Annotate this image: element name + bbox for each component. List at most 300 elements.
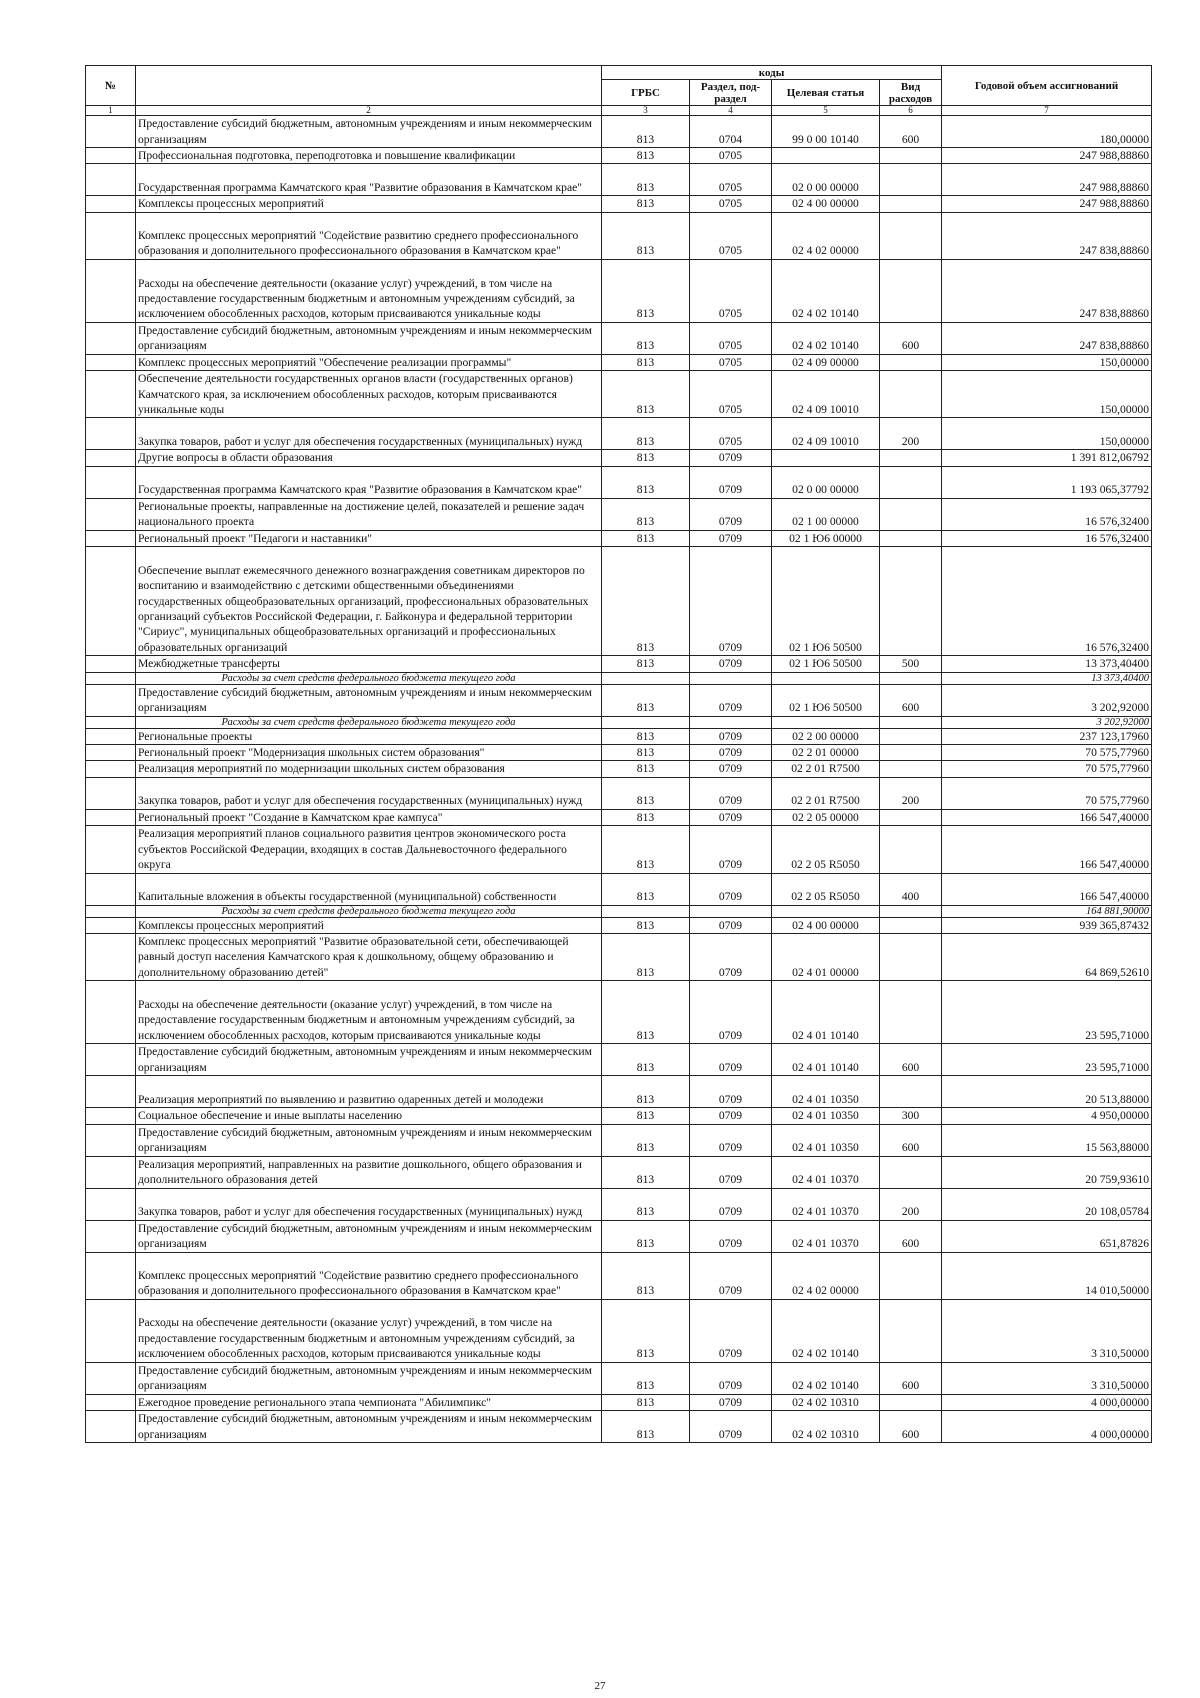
row-sum-cell: 20 108,05784 xyxy=(942,1188,1152,1220)
row-target-cell: 02 4 09 10010 xyxy=(772,371,880,418)
table-row xyxy=(86,212,1152,259)
row-number-cell xyxy=(86,547,136,656)
row-section-cell: 0709 xyxy=(690,761,772,777)
row-target-cell: 02 4 02 00000 xyxy=(772,212,880,259)
row-grbs-cell: 813 xyxy=(602,1362,690,1394)
row-number-cell xyxy=(86,148,136,164)
row-grbs-cell: 813 xyxy=(602,196,690,212)
row-sum-cell: 14 010,50000 xyxy=(942,1252,1152,1299)
row-name-cell: Расходы на обеспечение деятельности (оказание услуг) учреждений, в том числе на предоставление государственным бюджетным и автономным учреждениям субсидий, за исключением обособленных расходов, которым присваиваются уникальные коды xyxy=(136,259,602,322)
row-grbs-cell: 813 xyxy=(602,354,690,370)
row-number-cell xyxy=(86,1188,136,1220)
row-exp-type-cell xyxy=(880,371,942,418)
row-grbs-cell: 813 xyxy=(602,547,690,656)
table-body xyxy=(86,116,1152,1443)
row-number-cell xyxy=(86,656,136,672)
budget-table-sheet xyxy=(85,65,1151,1443)
table-row xyxy=(86,905,1152,917)
row-section-cell: 0709 xyxy=(690,777,772,809)
row-sum-cell: 13 373,40400 xyxy=(942,656,1152,672)
row-name-cell: Социальное обеспечение и иные выплаты населению xyxy=(136,1108,602,1124)
row-grbs-cell: 813 xyxy=(602,371,690,418)
row-number-cell xyxy=(86,873,136,905)
row-name-cell: Расходы за счет средств федерального бюджета текущего года xyxy=(136,716,602,728)
row-grbs-cell: 813 xyxy=(602,1220,690,1252)
index-cell: 1 xyxy=(86,106,136,116)
row-target-cell: 02 0 00 00000 xyxy=(772,164,880,196)
row-exp-type-cell: 600 xyxy=(880,1410,942,1442)
row-sum-cell: 23 595,71000 xyxy=(942,981,1152,1044)
table-row xyxy=(86,1156,1152,1188)
row-target-cell: 02 4 01 10370 xyxy=(772,1156,880,1188)
row-exp-type-cell xyxy=(880,809,942,825)
row-grbs-cell: 813 xyxy=(602,873,690,905)
row-name-cell: Комплексы процессных мероприятий xyxy=(136,917,602,933)
row-exp-type-cell xyxy=(880,547,942,656)
row-exp-type-cell: 200 xyxy=(880,777,942,809)
row-target-cell: 02 1 Ю6 50500 xyxy=(772,656,880,672)
row-sum-cell: 15 563,88000 xyxy=(942,1124,1152,1156)
row-number-cell xyxy=(86,777,136,809)
table-row xyxy=(86,530,1152,546)
row-exp-type-cell: 200 xyxy=(880,1188,942,1220)
row-target-cell: 02 4 02 10140 xyxy=(772,1299,880,1362)
row-number-cell xyxy=(86,1044,136,1076)
row-exp-type-cell xyxy=(880,450,942,466)
row-target-cell: 02 4 01 10350 xyxy=(772,1124,880,1156)
row-section-cell xyxy=(690,716,772,728)
row-sum-cell: 150,00000 xyxy=(942,371,1152,418)
row-sum-cell: 166 547,40000 xyxy=(942,809,1152,825)
index-cell: 5 xyxy=(772,106,880,116)
table-header xyxy=(86,66,1152,116)
table-row xyxy=(86,826,1152,873)
row-grbs-cell: 813 xyxy=(602,1076,690,1108)
row-name-cell: Другие вопросы в области образования xyxy=(136,450,602,466)
row-sum-cell: 20 759,93610 xyxy=(942,1156,1152,1188)
row-number-cell xyxy=(86,196,136,212)
row-grbs-cell: 813 xyxy=(602,761,690,777)
row-target-cell: 02 4 01 00000 xyxy=(772,933,880,980)
row-section-cell: 0705 xyxy=(690,322,772,354)
row-sum-cell: 150,00000 xyxy=(942,418,1152,450)
row-grbs-cell: 813 xyxy=(602,1252,690,1299)
row-sum-cell: 166 547,40000 xyxy=(942,873,1152,905)
row-sum-cell: 4 950,00000 xyxy=(942,1108,1152,1124)
row-section-cell: 0705 xyxy=(690,148,772,164)
table-row xyxy=(86,1394,1152,1410)
table-row xyxy=(86,745,1152,761)
row-exp-type-cell: 300 xyxy=(880,1108,942,1124)
table-row xyxy=(86,684,1152,716)
row-section-cell: 0709 xyxy=(690,1124,772,1156)
row-section-cell: 0709 xyxy=(690,450,772,466)
row-grbs-cell: 813 xyxy=(602,745,690,761)
row-target-cell: 02 2 01 R7500 xyxy=(772,761,880,777)
row-exp-type-cell xyxy=(880,259,942,322)
row-number-cell xyxy=(86,716,136,728)
row-number-cell xyxy=(86,164,136,196)
row-name-cell: Расходы на обеспечение деятельности (оказание услуг) учреждений, в том числе на предоставление государственным бюджетным и автономным учреждениям субсидий, за исключением обособленных расходов, которым присваиваются уникальные коды xyxy=(136,981,602,1044)
table-row xyxy=(86,148,1152,164)
row-sum-cell: 247 838,88860 xyxy=(942,322,1152,354)
row-sum-cell: 16 576,32400 xyxy=(942,547,1152,656)
row-section-cell: 0709 xyxy=(690,1252,772,1299)
row-section-cell: 0709 xyxy=(690,547,772,656)
row-name-cell: Предоставление субсидий бюджетным, автономным учреждениям и иным некоммерческим организациям xyxy=(136,1220,602,1252)
row-name-cell: Комплекс процессных мероприятий "Содействие развитию среднего профессионального образования и дополнительного профессионального образования в Камчатском крае" xyxy=(136,1252,602,1299)
row-name-cell: Реализация мероприятий планов социального развития центров экономического роста субъектов Российской Федерации, входящих в состав Дальневосточного федерального округа xyxy=(136,826,602,873)
header-section: Раздел, под-раздел xyxy=(690,80,772,106)
row-name-cell: Комплексы процессных мероприятий xyxy=(136,196,602,212)
row-target-cell: 02 4 00 00000 xyxy=(772,196,880,212)
row-sum-cell: 180,00000 xyxy=(942,116,1152,148)
row-grbs-cell: 813 xyxy=(602,530,690,546)
row-target-cell: 02 4 02 10140 xyxy=(772,1362,880,1394)
row-exp-type-cell: 600 xyxy=(880,1124,942,1156)
table-row xyxy=(86,196,1152,212)
table-row xyxy=(86,809,1152,825)
row-exp-type-cell xyxy=(880,466,942,498)
row-grbs-cell: 813 xyxy=(602,116,690,148)
table-row xyxy=(86,777,1152,809)
row-exp-type-cell xyxy=(880,196,942,212)
row-target-cell: 02 4 02 10310 xyxy=(772,1394,880,1410)
row-number-cell xyxy=(86,354,136,370)
row-exp-type-cell: 600 xyxy=(880,116,942,148)
row-section-cell: 0709 xyxy=(690,1156,772,1188)
header-no: № xyxy=(86,66,136,106)
table-row xyxy=(86,418,1152,450)
index-cell: 4 xyxy=(690,106,772,116)
row-number-cell xyxy=(86,1156,136,1188)
row-sum-cell: 3 310,50000 xyxy=(942,1299,1152,1362)
row-target-cell xyxy=(772,716,880,728)
row-name-cell: Государственная программа Камчатского края "Развитие образования в Камчатском крае" xyxy=(136,164,602,196)
row-number-cell xyxy=(86,212,136,259)
table-row xyxy=(86,1252,1152,1299)
row-sum-cell: 247 988,88860 xyxy=(942,164,1152,196)
row-number-cell xyxy=(86,1252,136,1299)
row-sum-cell: 70 575,77960 xyxy=(942,745,1152,761)
row-grbs-cell: 813 xyxy=(602,148,690,164)
row-exp-type-cell xyxy=(880,148,942,164)
row-number-cell xyxy=(86,1362,136,1394)
row-name-cell: Предоставление субсидий бюджетным, автономным учреждениям и иным некоммерческим организациям xyxy=(136,1362,602,1394)
row-grbs-cell: 813 xyxy=(602,450,690,466)
table-row xyxy=(86,371,1152,418)
row-target-cell: 02 4 00 00000 xyxy=(772,917,880,933)
row-name-cell: Региональный проект "Модернизация школьных систем образования" xyxy=(136,745,602,761)
row-exp-type-cell xyxy=(880,1252,942,1299)
row-target-cell: 02 1 00 00000 xyxy=(772,498,880,530)
row-grbs-cell: 813 xyxy=(602,418,690,450)
table-row xyxy=(86,1044,1152,1076)
row-target-cell xyxy=(772,905,880,917)
table-row xyxy=(86,981,1152,1044)
row-number-cell xyxy=(86,1124,136,1156)
row-name-cell: Предоставление субсидий бюджетным, автономным учреждениям и иным некоммерческим организациям xyxy=(136,684,602,716)
table-row xyxy=(86,354,1152,370)
row-section-cell: 0709 xyxy=(690,1299,772,1362)
header-grbs: ГРБС xyxy=(602,80,690,106)
row-section-cell: 0709 xyxy=(690,498,772,530)
row-sum-cell: 1 391 812,06792 xyxy=(942,450,1152,466)
row-number-cell xyxy=(86,259,136,322)
header-target: Целевая статья xyxy=(772,80,880,106)
row-section-cell: 0704 xyxy=(690,116,772,148)
table-row xyxy=(86,498,1152,530)
row-target-cell: 02 1 Ю6 00000 xyxy=(772,530,880,546)
row-grbs-cell xyxy=(602,905,690,917)
row-grbs-cell: 813 xyxy=(602,1108,690,1124)
row-name-cell: Закупка товаров, работ и услуг для обеспечения государственных (муниципальных) нужд xyxy=(136,777,602,809)
row-exp-type-cell xyxy=(880,761,942,777)
row-target-cell: 02 4 01 10140 xyxy=(772,981,880,1044)
row-number-cell xyxy=(86,418,136,450)
row-name-cell: Профессиональная подготовка, переподготовка и повышение квалификации xyxy=(136,148,602,164)
row-target-cell: 02 4 01 10370 xyxy=(772,1220,880,1252)
row-grbs-cell: 813 xyxy=(602,1156,690,1188)
index-cell: 6 xyxy=(880,106,942,116)
row-target-cell: 02 4 09 00000 xyxy=(772,354,880,370)
row-name-cell: Закупка товаров, работ и услуг для обеспечения государственных (муниципальных) нужд xyxy=(136,418,602,450)
table-row xyxy=(86,450,1152,466)
table-row xyxy=(86,164,1152,196)
row-grbs-cell: 813 xyxy=(602,981,690,1044)
row-section-cell: 0709 xyxy=(690,1108,772,1124)
table-row xyxy=(86,1188,1152,1220)
page-number: 27 xyxy=(594,1680,606,1692)
row-section-cell: 0705 xyxy=(690,371,772,418)
row-number-cell xyxy=(86,322,136,354)
index-cell: 2 xyxy=(136,106,602,116)
row-target-cell: 02 4 01 10350 xyxy=(772,1108,880,1124)
row-grbs-cell: 813 xyxy=(602,498,690,530)
row-sum-cell: 3 202,92000 xyxy=(942,684,1152,716)
row-section-cell: 0709 xyxy=(690,466,772,498)
row-name-cell: Региональный проект "Педагоги и наставники" xyxy=(136,530,602,546)
row-number-cell xyxy=(86,1299,136,1362)
row-target-cell: 02 0 00 00000 xyxy=(772,466,880,498)
row-exp-type-cell xyxy=(880,1076,942,1108)
row-name-cell: Закупка товаров, работ и услуг для обеспечения государственных (муниципальных) нужд xyxy=(136,1188,602,1220)
table-row xyxy=(86,761,1152,777)
row-number-cell xyxy=(86,1076,136,1108)
row-grbs-cell: 813 xyxy=(602,656,690,672)
row-section-cell: 0709 xyxy=(690,1362,772,1394)
row-sum-cell: 3 310,50000 xyxy=(942,1362,1152,1394)
row-target-cell: 02 1 Ю6 50500 xyxy=(772,547,880,656)
row-exp-type-cell xyxy=(880,905,942,917)
row-section-cell: 0705 xyxy=(690,164,772,196)
row-section-cell: 0709 xyxy=(690,530,772,546)
row-name-cell: Комплекс процессных мероприятий "Обеспечение реализации программы" xyxy=(136,354,602,370)
row-target-cell: 02 4 02 10310 xyxy=(772,1410,880,1442)
row-grbs-cell: 813 xyxy=(602,164,690,196)
row-section-cell: 0709 xyxy=(690,684,772,716)
row-exp-type-cell xyxy=(880,354,942,370)
row-sum-cell: 64 869,52610 xyxy=(942,933,1152,980)
table-row xyxy=(86,259,1152,322)
row-section-cell: 0709 xyxy=(690,1410,772,1442)
row-exp-type-cell: 600 xyxy=(880,1044,942,1076)
row-exp-type-cell: 600 xyxy=(880,1220,942,1252)
row-exp-type-cell: 600 xyxy=(880,322,942,354)
row-exp-type-cell xyxy=(880,1394,942,1410)
row-section-cell: 0705 xyxy=(690,418,772,450)
row-sum-cell: 164 881,90000 xyxy=(942,905,1152,917)
row-name-cell: Комплекс процессных мероприятий "Развитие образовательной сети, обеспечивающей равный доступ населения Камчатского края к дошкольному, общему образованию и дополнительному образованию детей" xyxy=(136,933,602,980)
header-codes: коды xyxy=(602,66,942,80)
row-exp-type-cell: 600 xyxy=(880,1362,942,1394)
row-number-cell xyxy=(86,466,136,498)
row-number-cell xyxy=(86,116,136,148)
table-row xyxy=(86,1299,1152,1362)
row-exp-type-cell xyxy=(880,728,942,744)
row-number-cell xyxy=(86,1394,136,1410)
row-number-cell xyxy=(86,1108,136,1124)
row-number-cell xyxy=(86,684,136,716)
row-section-cell: 0709 xyxy=(690,1394,772,1410)
row-sum-cell: 16 576,32400 xyxy=(942,498,1152,530)
row-name-cell: Капитальные вложения в объекты государственной (муниципальной) собственности xyxy=(136,873,602,905)
row-section-cell: 0705 xyxy=(690,196,772,212)
row-number-cell xyxy=(86,672,136,684)
row-section-cell: 0709 xyxy=(690,728,772,744)
row-sum-cell: 247 988,88860 xyxy=(942,196,1152,212)
row-sum-cell: 237 123,17960 xyxy=(942,728,1152,744)
row-name-cell: Ежегодное проведение регионального этапа чемпионата "Абилимпикс" xyxy=(136,1394,602,1410)
row-sum-cell: 4 000,00000 xyxy=(942,1394,1152,1410)
row-grbs-cell: 813 xyxy=(602,728,690,744)
row-section-cell: 0709 xyxy=(690,1076,772,1108)
row-grbs-cell: 813 xyxy=(602,809,690,825)
row-number-cell xyxy=(86,826,136,873)
row-exp-type-cell: 600 xyxy=(880,684,942,716)
row-grbs-cell: 813 xyxy=(602,259,690,322)
budget-table xyxy=(85,65,1152,1443)
table-row xyxy=(86,1108,1152,1124)
row-exp-type-cell xyxy=(880,530,942,546)
row-number-cell xyxy=(86,1410,136,1442)
row-sum-cell: 166 547,40000 xyxy=(942,826,1152,873)
table-row xyxy=(86,322,1152,354)
row-number-cell xyxy=(86,371,136,418)
row-name-cell: Предоставление субсидий бюджетным, автономным учреждениям и иным некоммерческим организациям xyxy=(136,322,602,354)
table-row xyxy=(86,873,1152,905)
row-section-cell: 0709 xyxy=(690,981,772,1044)
row-target-cell xyxy=(772,672,880,684)
row-grbs-cell: 813 xyxy=(602,466,690,498)
table-row xyxy=(86,672,1152,684)
table-row xyxy=(86,116,1152,148)
row-name-cell: Региональные проекты, направленные на достижение целей, показателей и решение задач национального проекта xyxy=(136,498,602,530)
table-row xyxy=(86,547,1152,656)
row-number-cell xyxy=(86,981,136,1044)
row-grbs-cell xyxy=(602,672,690,684)
row-target-cell: 02 2 01 R7500 xyxy=(772,777,880,809)
row-name-cell: Расходы за счет средств федерального бюджета текущего года xyxy=(136,672,602,684)
row-section-cell: 0709 xyxy=(690,1188,772,1220)
row-sum-cell: 3 202,92000 xyxy=(942,716,1152,728)
row-number-cell xyxy=(86,761,136,777)
table-row xyxy=(86,466,1152,498)
row-target-cell: 02 1 Ю6 50500 xyxy=(772,684,880,716)
row-grbs-cell: 813 xyxy=(602,1044,690,1076)
row-section-cell xyxy=(690,672,772,684)
row-exp-type-cell xyxy=(880,212,942,259)
row-exp-type-cell xyxy=(880,672,942,684)
row-section-cell: 0709 xyxy=(690,656,772,672)
row-target-cell: 02 4 02 10140 xyxy=(772,259,880,322)
row-grbs-cell: 813 xyxy=(602,322,690,354)
index-cell: 7 xyxy=(942,106,1152,116)
row-grbs-cell xyxy=(602,716,690,728)
row-number-cell xyxy=(86,530,136,546)
row-number-cell xyxy=(86,809,136,825)
row-sum-cell: 70 575,77960 xyxy=(942,761,1152,777)
table-row xyxy=(86,728,1152,744)
row-target-cell: 02 4 09 10010 xyxy=(772,418,880,450)
row-section-cell xyxy=(690,905,772,917)
row-exp-type-cell xyxy=(880,716,942,728)
row-exp-type-cell xyxy=(880,745,942,761)
row-section-cell: 0709 xyxy=(690,745,772,761)
row-exp-type-cell xyxy=(880,933,942,980)
row-exp-type-cell xyxy=(880,1299,942,1362)
row-name-cell: Расходы на обеспечение деятельности (оказание услуг) учреждений, в том числе на предоставление государственным бюджетным и автономным учреждениям субсидий, за исключением обособленных расходов, которым присваиваются уникальные коды xyxy=(136,1299,602,1362)
row-name-cell: Межбюджетные трансферты xyxy=(136,656,602,672)
row-target-cell: 02 4 01 10350 xyxy=(772,1076,880,1108)
row-grbs-cell: 813 xyxy=(602,1394,690,1410)
row-grbs-cell: 813 xyxy=(602,1188,690,1220)
table-row xyxy=(86,1362,1152,1394)
row-section-cell: 0705 xyxy=(690,259,772,322)
row-grbs-cell: 813 xyxy=(602,684,690,716)
row-exp-type-cell xyxy=(880,498,942,530)
row-exp-type-cell xyxy=(880,917,942,933)
row-section-cell: 0709 xyxy=(690,809,772,825)
row-exp-type-cell xyxy=(880,981,942,1044)
row-sum-cell: 20 513,88000 xyxy=(942,1076,1152,1108)
table-row xyxy=(86,656,1152,672)
row-target-cell: 02 2 05 R5050 xyxy=(772,826,880,873)
row-target-cell: 02 4 01 10140 xyxy=(772,1044,880,1076)
row-grbs-cell: 813 xyxy=(602,1299,690,1362)
row-sum-cell: 70 575,77960 xyxy=(942,777,1152,809)
row-sum-cell: 4 000,00000 xyxy=(942,1410,1152,1442)
row-name-cell: Предоставление субсидий бюджетным, автономным учреждениям и иным некоммерческим организациям xyxy=(136,1410,602,1442)
row-name-cell: Комплекс процессных мероприятий "Содействие развитию среднего профессионального образования и дополнительного профессионального образования в Камчатском крае" xyxy=(136,212,602,259)
row-section-cell: 0709 xyxy=(690,873,772,905)
row-number-cell xyxy=(86,1220,136,1252)
row-exp-type-cell xyxy=(880,826,942,873)
row-name-cell: Реализация мероприятий по выявлению и развитию одаренных детей и молодежи xyxy=(136,1076,602,1108)
row-sum-cell: 651,87826 xyxy=(942,1220,1152,1252)
row-target-cell xyxy=(772,148,880,164)
row-exp-type-cell: 400 xyxy=(880,873,942,905)
row-name-cell: Реализация мероприятий, направленных на развитие дошкольного, общего образования и дополнительного образования детей xyxy=(136,1156,602,1188)
row-sum-cell: 247 838,88860 xyxy=(942,212,1152,259)
row-sum-cell: 247 838,88860 xyxy=(942,259,1152,322)
row-number-cell xyxy=(86,450,136,466)
row-number-cell xyxy=(86,498,136,530)
row-name-cell: Расходы за счет средств федерального бюджета текущего года xyxy=(136,905,602,917)
row-number-cell xyxy=(86,728,136,744)
row-target-cell: 02 2 01 00000 xyxy=(772,745,880,761)
table-row xyxy=(86,716,1152,728)
